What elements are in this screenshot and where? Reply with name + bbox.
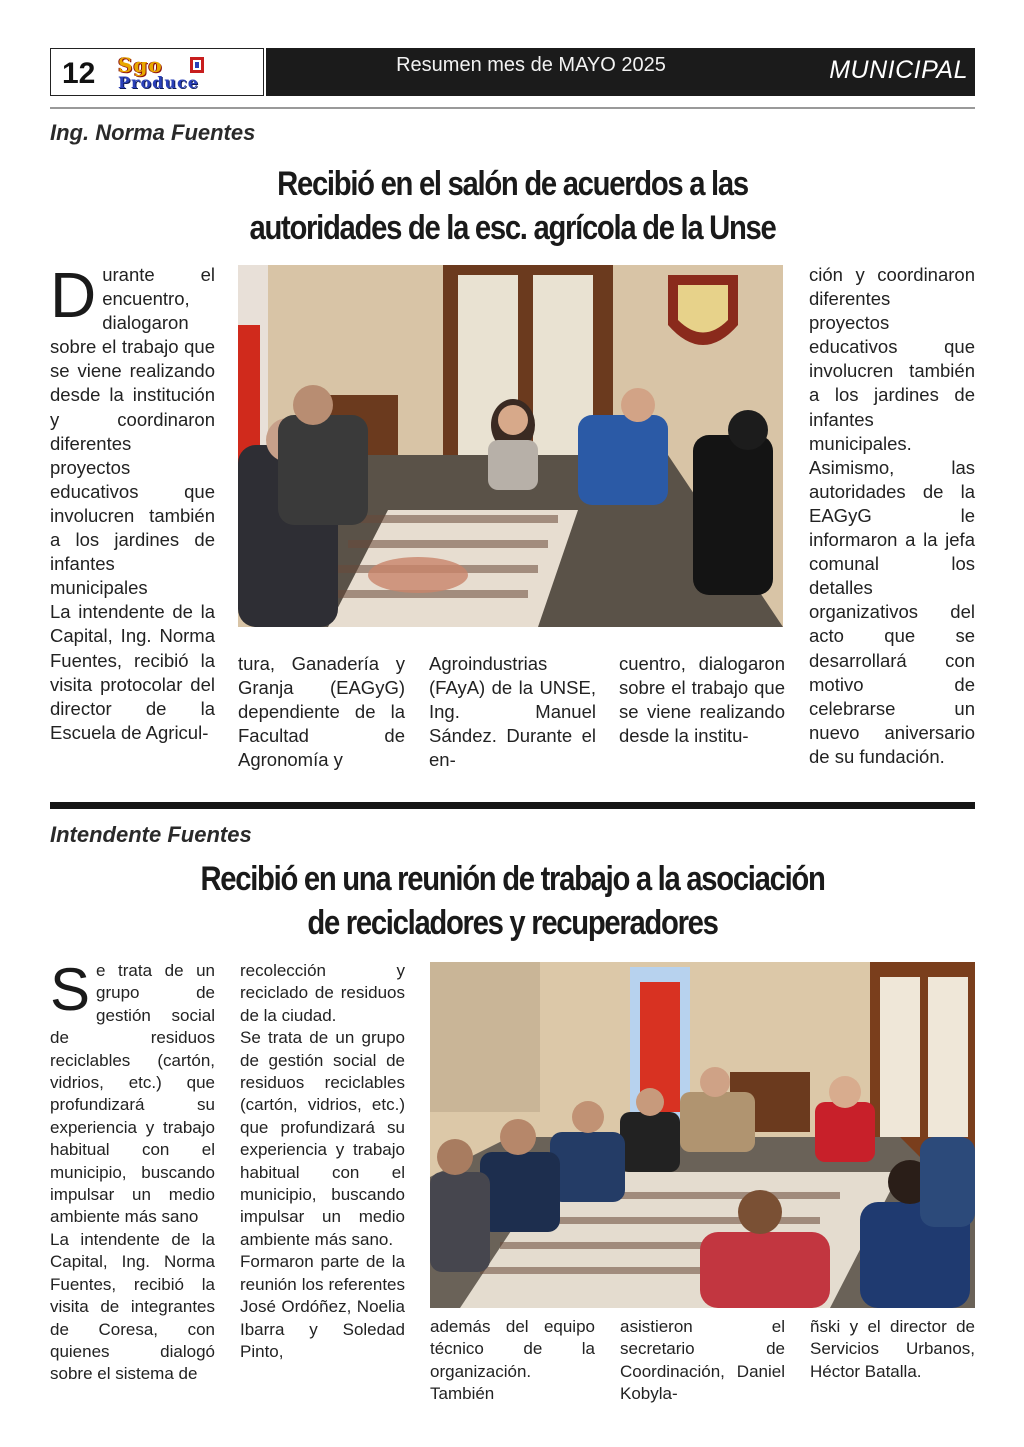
- article2-column-1: [50, 956, 215, 1386]
- article2-col2-para2: Se trata de un grupo de gestión social de residuos reciclables (cartón, vidrios, etc.) que profundizará su experiencia y trabajo habitual con el municipio, buscando impulsar un medio ambiente más sano.: [240, 1028, 405, 1249]
- article2-col2-para3: Formaron parte de la reunión los referentes José Ordóñez, Noelia Ibarra y Soledad Pinto,: [240, 1252, 405, 1361]
- article1-column-2: tura, Ganadería y Granja (EAGyG) dependiente de la Facultad de Agronomía y: [238, 653, 405, 771]
- article2-dropcap: S: [50, 956, 91, 1023]
- article2-column-2: [240, 960, 405, 1363]
- article1-col1-para2: La intendente de la Capital, Ing. Norma Fuentes, recibió la visita protocolar del director de la Escuela de Agricul-: [50, 601, 215, 743]
- article1-headline-line2: autoridades de la esc. agrícola de la Unse: [249, 209, 776, 247]
- logo-flag-icon: [190, 57, 204, 73]
- article2-headline-line1: Recibió en una reunión de trabajo a la asociación: [200, 860, 825, 898]
- article2-column-3: además del equipo técnico de la organización. También: [430, 1317, 595, 1404]
- article1-dropcap: D: [50, 259, 97, 331]
- meeting-room-image: [238, 265, 783, 627]
- meeting-group-image: [430, 962, 975, 1308]
- article1-kicker: Ing. Norma Fuentes: [50, 120, 256, 145]
- article2-col2-para1: recolección y reciclado de residuos de la ciudad.: [240, 961, 405, 1025]
- section-separator: [50, 802, 975, 809]
- section-name: MUNICIPAL: [829, 56, 968, 84]
- article1-column-3: Agroindustrias (FAyA) de la UNSE, Ing. Manuel Sández. Durante el en-: [429, 653, 596, 771]
- article1-col5-para2: Asimismo, las autoridades de la EAGyG le informaron a la jefa comunal los detalles organizativos del acto que se desarrollará con motivo de celebrarse un nuevo aniversario de su fundación.: [809, 456, 975, 767]
- article2-col1-para1: e trata de un grupo de gestión social de residuos reciclables (cartón, vidrios, etc.) que profundizará su experiencia y trabajo habitual con el municipio, buscando impulsar un medio ambiente más sano: [50, 961, 215, 1227]
- article2-kicker: Intendente Fuentes: [50, 822, 252, 847]
- logo-bottom: Produce: [118, 73, 199, 92]
- article2-column-4: asistieron el secretario de Coordinación, Daniel Kobyla-: [620, 1317, 785, 1404]
- issue-title: Resumen mes de MAYO 2025: [396, 54, 666, 76]
- logo-top: Sgo: [118, 53, 163, 77]
- article2-col1-para2: La intendente de la Capital, Ing. Norma Fuentes, recibió la visita de integrantes de Coresa, con quienes dialogó sobre el sistema de: [50, 1229, 215, 1384]
- article1-col5-para1: ción y coordinaron diferentes proyectos educativos que involucren también a los jardines de infantes municipales.: [809, 264, 975, 454]
- article1-column-5: [809, 263, 975, 769]
- article2-photo: [430, 962, 975, 1308]
- page-number: 12: [62, 57, 96, 90]
- article1-headline: [115, 162, 911, 250]
- article2-column-5: ñski y el director de Servicios Urbanos, Héctor Batalla.: [810, 1317, 975, 1381]
- article2-headline: [115, 857, 911, 945]
- article2-headline-line2: de recicladores y recuperadores: [307, 904, 718, 942]
- article1-column-1: [50, 259, 215, 745]
- header-rule: [50, 107, 975, 109]
- article1-headline-line1: Recibió en el salón de acuerdos a las: [277, 165, 748, 203]
- article1-photo: [238, 265, 783, 627]
- article1-column-4: cuentro, dialogaron sobre el trabajo que se viene realizando desde la institu-: [619, 653, 785, 747]
- article1-col1-para1: urante el encuentro, dialogaron sobre el trabajo que se viene realizando desde la institución y coordinaron diferentes proyectos educativos que involucren también a los jardines de infantes municipales: [50, 264, 215, 599]
